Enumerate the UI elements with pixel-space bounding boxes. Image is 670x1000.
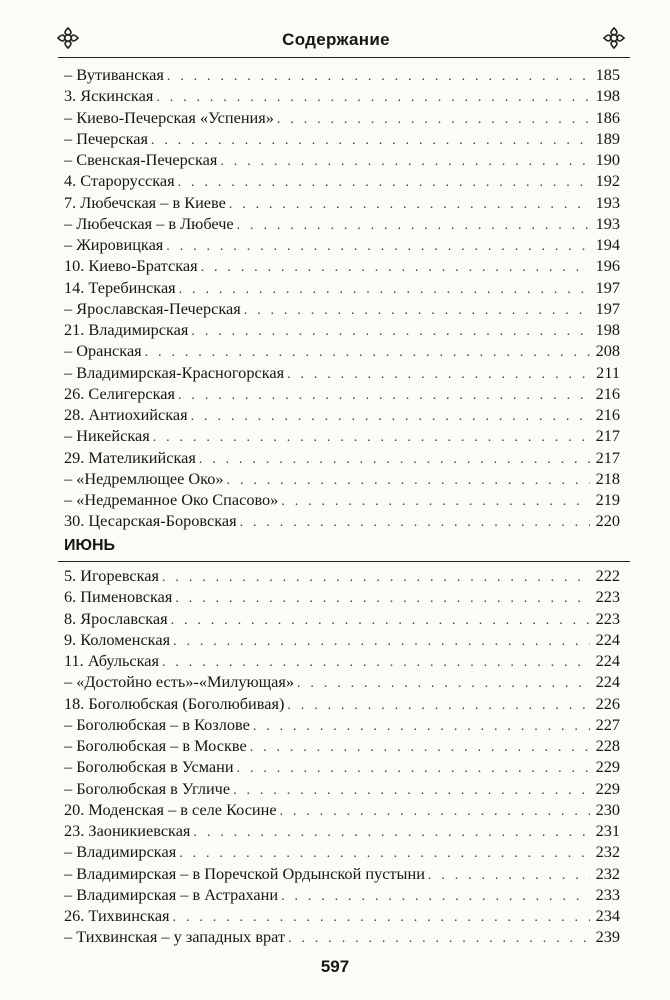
toc-entry: [64, 170, 620, 191]
entry-title: 11. Абульская: [64, 651, 159, 670]
toc-entry: [64, 756, 620, 777]
dot-leader: [175, 588, 590, 609]
dot-leader: [199, 449, 590, 470]
page-number: 597: [320, 957, 350, 976]
entry-page-number: 224: [595, 629, 620, 649]
dot-leader: [287, 695, 590, 716]
dot-leader: [151, 130, 590, 151]
entry-title: 21. Владимирская: [64, 320, 189, 339]
dot-leader: [162, 567, 590, 588]
toc-entry: [64, 362, 620, 383]
entry-page-number: 222: [595, 566, 620, 585]
entry-page-number: 197: [595, 277, 620, 297]
entry-page-number: 233: [595, 884, 620, 904]
toc-entry: [64, 586, 620, 607]
dot-leader: [191, 321, 590, 342]
entry-page-number: 194: [595, 235, 620, 254]
page-title: Содержание: [282, 30, 390, 49]
entry-page-number: 229: [595, 757, 620, 777]
june-entry-list: [64, 565, 620, 948]
toc-entry: [64, 468, 620, 489]
dot-leader: [227, 470, 590, 491]
entry-title: 14. Теребинская: [64, 277, 176, 297]
toc-entry: [64, 841, 620, 862]
dot-leader: [281, 886, 590, 907]
entry-title: – «Достойно есть»-«Милующая»: [64, 672, 295, 692]
entry-title: – Свенская-Печерская: [64, 150, 218, 169]
dot-leader: [145, 342, 590, 363]
toc-entry: [64, 85, 620, 106]
dot-leader: [280, 801, 590, 822]
dot-leader: [237, 758, 590, 779]
entry-title: – Боголюбская в Усмани: [64, 757, 234, 777]
entry-title: 7. Любечская – в Киеве: [64, 192, 226, 212]
dot-leader: [253, 716, 590, 737]
entry-title: 28. Антиохийская: [64, 405, 188, 424]
toc-entry: [64, 234, 620, 255]
entry-page-number: 228: [595, 736, 620, 755]
entry-title: 20. Моденская – в селе Косине: [64, 799, 277, 819]
entry-page-number: 218: [595, 468, 620, 488]
toc-entry: [64, 255, 620, 276]
entry-title: 30. Цесарская-Боровская: [64, 511, 237, 531]
dot-leader: [178, 385, 590, 406]
dot-leader: [237, 215, 590, 236]
dot-leader: [233, 780, 590, 801]
toc-entry: [64, 425, 620, 446]
entry-title: – Владимирская-Красногорская: [64, 362, 285, 382]
dot-leader: [173, 631, 590, 652]
entry-title: 10. Киево-Братская: [64, 256, 198, 276]
dot-leader: [173, 907, 590, 928]
entry-title: 4. Старорусская: [64, 171, 175, 191]
dot-leader: [171, 610, 590, 631]
entry-page-number: 216: [595, 405, 620, 424]
toc-entry: [64, 671, 620, 692]
dot-leader: [166, 236, 590, 257]
entry-title: 26. Тихвинская: [64, 906, 170, 925]
dot-leader: [167, 66, 590, 87]
entry-page-number: 189: [595, 128, 620, 148]
header-divider: [58, 57, 630, 58]
entry-title: – Боголюбская в Угличе: [64, 778, 231, 798]
entry-page-number: 208: [595, 341, 620, 361]
entry-page-number: 197: [595, 298, 620, 318]
entry-page-number: 186: [595, 107, 620, 127]
entry-title: – Владимирская – в Астрахани: [64, 884, 279, 904]
entry-page-number: 230: [595, 799, 620, 819]
section-title-june: ИЮНЬ: [64, 537, 116, 554]
toc-entry: [64, 64, 620, 85]
entry-page-number: 198: [595, 86, 620, 106]
toc-entry: [64, 863, 620, 884]
entry-page-number: 239: [595, 927, 620, 947]
toc-entry: [64, 629, 620, 650]
toc-entry: [64, 735, 620, 756]
entry-title: – Киево-Печерская «Успения»: [64, 107, 274, 127]
dot-leader: [156, 87, 590, 108]
entry-title: 8. Ярославская: [64, 608, 168, 628]
entry-title: 3. Яскинская: [64, 86, 154, 106]
dot-leader: [178, 172, 590, 193]
entry-page-number: 198: [595, 320, 620, 339]
toc-entry: [64, 107, 620, 128]
dot-leader: [277, 109, 590, 130]
dot-leader: [287, 364, 590, 385]
entry-page-number: 232: [595, 863, 620, 883]
dot-leader: [297, 673, 590, 694]
toc-entry: [64, 693, 620, 714]
section-divider: [58, 561, 630, 562]
toc-entry: [64, 447, 620, 468]
entry-title: – Владимирская: [64, 842, 177, 862]
entry-page-number: 227: [595, 714, 620, 734]
entry-title: – Тихвинская – у западных врат: [64, 927, 286, 947]
entry-title: 23. Заоникиевская: [64, 821, 191, 840]
entry-page-number: 185: [595, 65, 620, 84]
entry-page-number: 231: [595, 821, 620, 840]
entry-page-number: 217: [595, 426, 620, 446]
toc-entry: [64, 799, 620, 820]
toc-entry: [64, 778, 620, 799]
dot-leader: [288, 928, 590, 949]
entry-title: – «Недремлющее Око»: [64, 468, 224, 488]
entry-title: – Вутиванская: [64, 65, 164, 84]
toc-entry: [64, 565, 620, 586]
entry-title: 9. Коломенская: [64, 629, 171, 649]
dot-leader: [179, 843, 590, 864]
entry-title: – «Недреманное Око Спасово»: [64, 490, 279, 509]
toc-entry: [64, 128, 620, 149]
dot-leader: [244, 300, 590, 321]
toc-entry: [64, 905, 620, 926]
entry-title: – Ярославская-Печерская: [64, 298, 241, 318]
may-entry-list: [64, 64, 620, 532]
dot-leader: [179, 279, 590, 300]
entry-title: 5. Игоревская: [64, 566, 160, 585]
ornament-icon: [602, 26, 626, 50]
entry-title: 29. Мателикийская: [64, 447, 196, 467]
entry-page-number: 193: [595, 192, 620, 212]
entry-title: – Боголюбская – в Москве: [64, 736, 247, 755]
dot-leader: [240, 512, 590, 533]
toc-entry: [64, 277, 620, 298]
dot-leader: [220, 151, 590, 172]
entry-page-number: 190: [595, 150, 620, 169]
dot-leader: [191, 406, 590, 427]
entry-title: – Никейская: [64, 426, 150, 446]
toc-entry: [64, 383, 620, 404]
entry-page-number: 193: [595, 213, 620, 233]
entry-title: – Любечская – в Любече: [64, 213, 234, 233]
entry-title: – Жировицкая: [64, 235, 164, 254]
toc-entry: [64, 213, 620, 234]
dot-leader: [193, 822, 590, 843]
toc-entry: [64, 714, 620, 735]
entry-page-number: 232: [595, 842, 620, 862]
page-header: [40, 22, 632, 52]
dot-leader: [201, 257, 590, 278]
entry-title: 26. Селигерская: [64, 383, 175, 403]
toc-entry: [64, 884, 620, 905]
entry-page-number: 224: [595, 672, 620, 692]
toc-entry: [64, 149, 620, 170]
entry-title: 6. Пименовская: [64, 587, 173, 607]
toc-entry: [64, 820, 620, 841]
entry-page-number: 234: [595, 906, 620, 925]
entry-page-number: 226: [595, 693, 620, 713]
entry-page-number: 217: [595, 447, 620, 467]
entry-page-number: 196: [595, 256, 620, 276]
entry-page-number: 229: [595, 778, 620, 798]
dot-leader: [153, 427, 590, 448]
dot-leader: [162, 652, 590, 673]
toc-entry: [64, 298, 620, 319]
entry-title: – Оранская: [64, 341, 142, 361]
dot-leader: [281, 491, 590, 512]
toc-entry: [64, 340, 620, 361]
toc-entry: [64, 650, 620, 671]
toc-entry: [64, 404, 620, 425]
entry-title: – Печерская: [64, 128, 148, 148]
dot-leader: [229, 194, 590, 215]
entry-page-number: 220: [595, 511, 620, 531]
toc-entry: [64, 510, 620, 531]
toc-entry: [64, 489, 620, 510]
entry-title: – Боголюбская – в Козлове: [64, 714, 250, 734]
toc-entry: [64, 319, 620, 340]
entry-title: – Владимирская – в Поречской Ордынской пустыни: [64, 863, 425, 883]
entry-page-number: 223: [595, 608, 620, 628]
entry-page-number: 216: [595, 383, 620, 403]
toc-entry: [64, 926, 620, 947]
entry-page-number: 219: [595, 490, 620, 509]
entry-page-number: 211: [596, 362, 620, 382]
toc-entry: [64, 608, 620, 629]
entry-page-number: 224: [595, 651, 620, 670]
entry-page-number: 223: [595, 587, 620, 607]
entry-page-number: 192: [595, 171, 620, 191]
dot-leader: [428, 865, 590, 886]
dot-leader: [250, 737, 590, 758]
toc-entry: [64, 192, 620, 213]
entry-title: 18. Боголюбская (Боголюбивая): [64, 693, 285, 713]
